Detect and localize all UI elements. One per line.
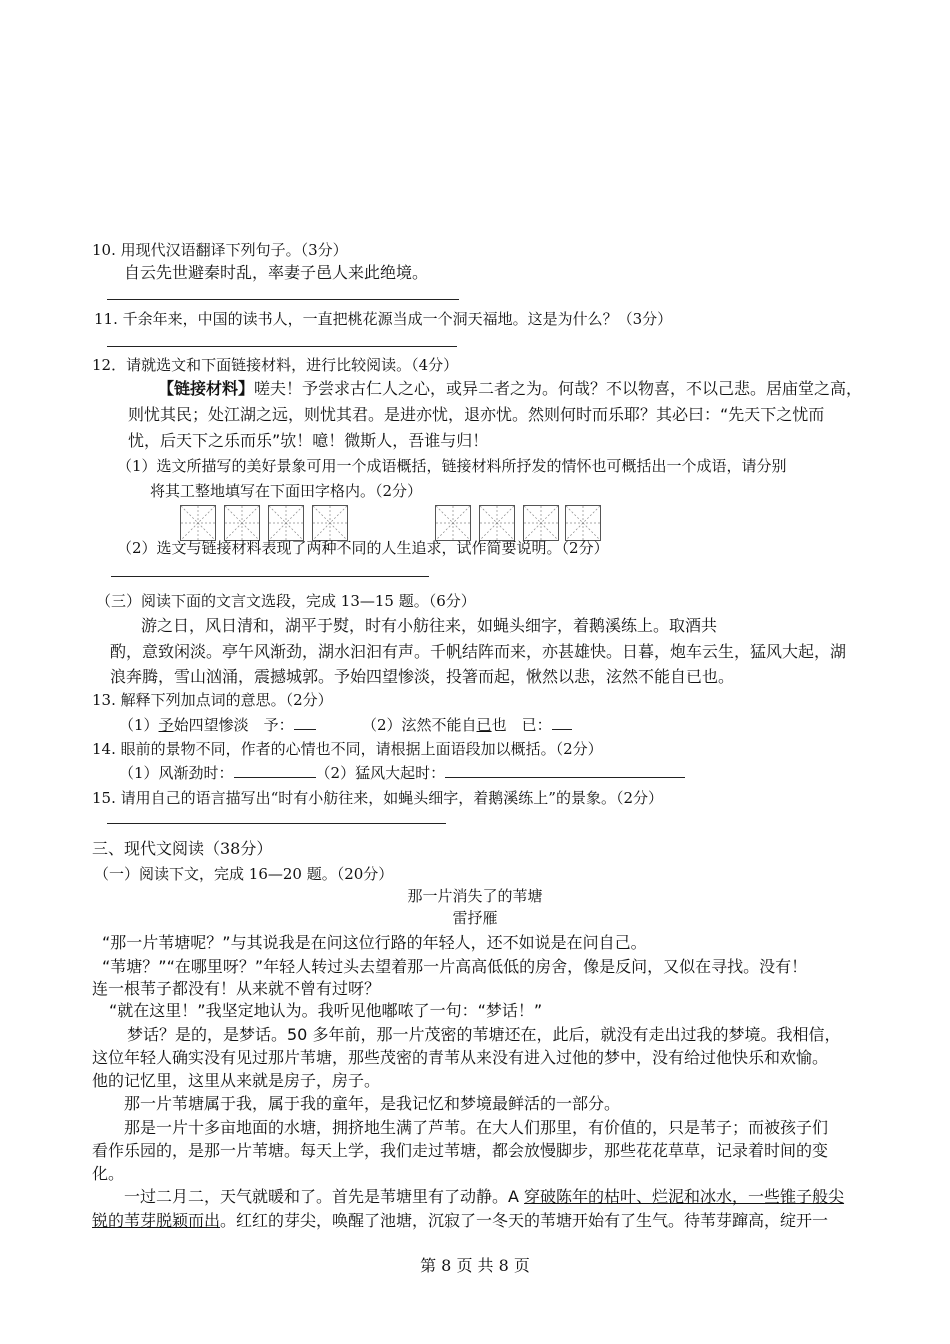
q13-item1: （1）予始四望惨淡 予： — [119, 715, 316, 735]
q14-blank2[interactable] — [445, 763, 685, 778]
q13-item2: （2）泫然不能自已也 已： — [362, 715, 572, 735]
q12-sub1-line2: 将其工整地填写在下面田字格内。（2分） — [150, 482, 423, 500]
part3-sub-heading: （一）阅读下文，完成 16—20 题。（20分） — [94, 865, 394, 883]
q14-stem: 14. 眼前的景物不同，作者的心情也不同，请根据上面语段加以概括。（2分） — [92, 740, 603, 758]
idiom-grid-box-1[interactable] — [180, 505, 216, 541]
q14-blank1[interactable] — [234, 763, 316, 778]
q10-answer-line[interactable] — [107, 299, 459, 300]
idiom-grid-box-2[interactable] — [224, 505, 260, 541]
q12-answer-line[interactable] — [111, 576, 429, 577]
q12-link-line3: 忧，后天下之乐而乐”欤！噫！微斯人，吾谁与归！ — [128, 431, 489, 450]
para-5: 那一片苇塘属于我，属于我的童年，是我记忆和梦境最鲜活的一部分。 — [124, 1094, 621, 1113]
idiom-grid-box-5[interactable] — [435, 505, 471, 541]
q13-blank1[interactable] — [294, 715, 316, 730]
para-4-line2: 这位年轻人确实没有见过那片苇塘，那些茂密的青苇从来没有进入过他的梦中，没有给过他快乐和欢愉。 — [92, 1048, 829, 1067]
passage-line3: 浪奔腾，雪山汹涌，震撼城郭。予始四望惨淡，投箸而起，愀然以悲，泫然不能自已也。 — [110, 667, 735, 686]
part3-heading: 三、现代文阅读（38分） — [92, 839, 273, 858]
passage-line2: 酌，意致闲淡。亭午风渐劲，湖水汩汩有声。千帆结阵而来，亦甚雄快。日暮，炮车云生，猛风大起，湖 — [110, 642, 847, 661]
section3-intro: （三）阅读下面的文言文选段，完成 13—15 题。（6分） — [96, 592, 476, 610]
article-author: 雷抒雁 — [452, 909, 498, 927]
para-6-line3: 化。 — [92, 1164, 125, 1183]
q10-stem: 10. 用现代汉语翻译下列句子。（3分） — [92, 241, 348, 259]
underlined-sentence-a-end: 锐的苇芽脱颖而出 — [92, 1211, 221, 1230]
q11-stem: 11. 千余年来，中国的读书人，一直把桃花源当成一个洞天福地。这是为什么？（3分） — [94, 310, 673, 328]
q12-link-line2: 则忧其民；处江湖之远，则忧其君。是进亦忧，退亦忧。然则何时而乐耶？其必曰：“先天下之忧而 — [128, 405, 825, 424]
q10-sentence: 自云先世避秦时乱，率妻子邑人来此绝境。 — [124, 263, 429, 282]
idiom-grid-box-6[interactable] — [479, 505, 515, 541]
q12-sub2: （2）选文与链接材料表现了两种不同的人生追求，试作简要说明。（2分） — [117, 539, 609, 557]
idiom-grid-box-8[interactable] — [565, 505, 601, 541]
para-7-line2: 锐的苇芽脱颖而出。红红的芽尖，唤醒了池塘，沉寂了一冬天的苇塘开始有了生气。待苇芽蹿高，绽开一 — [92, 1211, 829, 1230]
para-1: “那一片苇塘呢？”与其说我是在问这位行路的年轻人，还不如说是在问自己。 — [102, 933, 647, 952]
para-3: “就在这里！”我坚定地认为。我听见他嘟哝了一句：“梦话！” — [109, 1001, 543, 1020]
para-4-line1: 梦话？是的，是梦话。50 多年前，那一片茂密的苇塘还在，此后，就没有走出过我的梦境。我相信， — [127, 1025, 841, 1044]
q11-answer-line[interactable] — [107, 346, 457, 347]
idiom-grid-box-4[interactable] — [312, 505, 348, 541]
dotted-word-yu: 予 — [158, 716, 174, 734]
para-2-line2: 连一根苇子都没有！从来就不曾有过呀？ — [92, 979, 381, 998]
underlined-sentence-a: 穿破陈年的枯叶、烂泥和冰水，一些锥子般尖 — [524, 1187, 845, 1206]
link-material-label: 【链接材料】 — [158, 379, 255, 398]
q12-stem: 12．请就选文和下面链接材料，进行比较阅读。（4分） — [92, 356, 459, 374]
idiom-grid-box-3[interactable] — [268, 505, 304, 541]
q13-stem: 13. 解释下列加点词的意思。（2分） — [92, 691, 333, 709]
q14-items: （1）风渐劲时： （2）猛风大起时： — [119, 763, 685, 783]
idiom-grid-box-7[interactable] — [523, 505, 559, 541]
article-title: 那一片消失了的苇塘 — [407, 887, 543, 905]
q12-link-line1: 【链接材料】嗟夫！予尝求古仁人之心，或异二者之为。何哉？不以物喜，不以己悲。居庙堂之高， — [158, 379, 863, 398]
para-2-line1: “苇塘？”“在哪里呀？”年轻人转过头去望着那一片高高低低的房舍，像是反问，又似在寻找。没有！ — [102, 957, 808, 976]
page-footer: 第 8 页 共 8 页 — [420, 1256, 530, 1275]
q15-stem: 15. 请用自己的语言描写出“时有小舫往来，如蝇头细字，着鹅溪练上”的景象。（2分） — [92, 789, 664, 807]
q15-answer-line[interactable] — [107, 823, 446, 824]
passage-line1: 游之日，风日清和，湖平于熨，时有小舫往来，如蝇头细字，着鹅溪练上。取酒共 — [141, 616, 718, 635]
q13-blank2[interactable] — [552, 715, 572, 730]
para-7-line1: 一过二月二，天气就暖和了。首先是苇塘里有了动静。A 穿破陈年的枯叶、烂泥和冰水，一些锥子般尖 — [124, 1187, 845, 1206]
para-4-line3: 他的记忆里，这里从来就是房子，房子。 — [92, 1071, 381, 1090]
dotted-word-yi: 已 — [476, 716, 492, 734]
q12-sub1-line1: （1）选文所描写的美好景象可用一个成语概括，链接材料所抒发的情怀也可概括出一个成语，请分别 — [117, 457, 787, 475]
para-6-line1: 那是一片十多亩地面的水塘，拥挤地生满了芦苇。在大人们那里，有价值的，只是苇子；而被孩子们 — [124, 1118, 829, 1137]
para-6-line2: 看作乐园的，是那一片苇塘。每天上学，我们走过苇塘，都会放慢脚步，那些花花草草，记录着时间的变 — [92, 1141, 829, 1160]
